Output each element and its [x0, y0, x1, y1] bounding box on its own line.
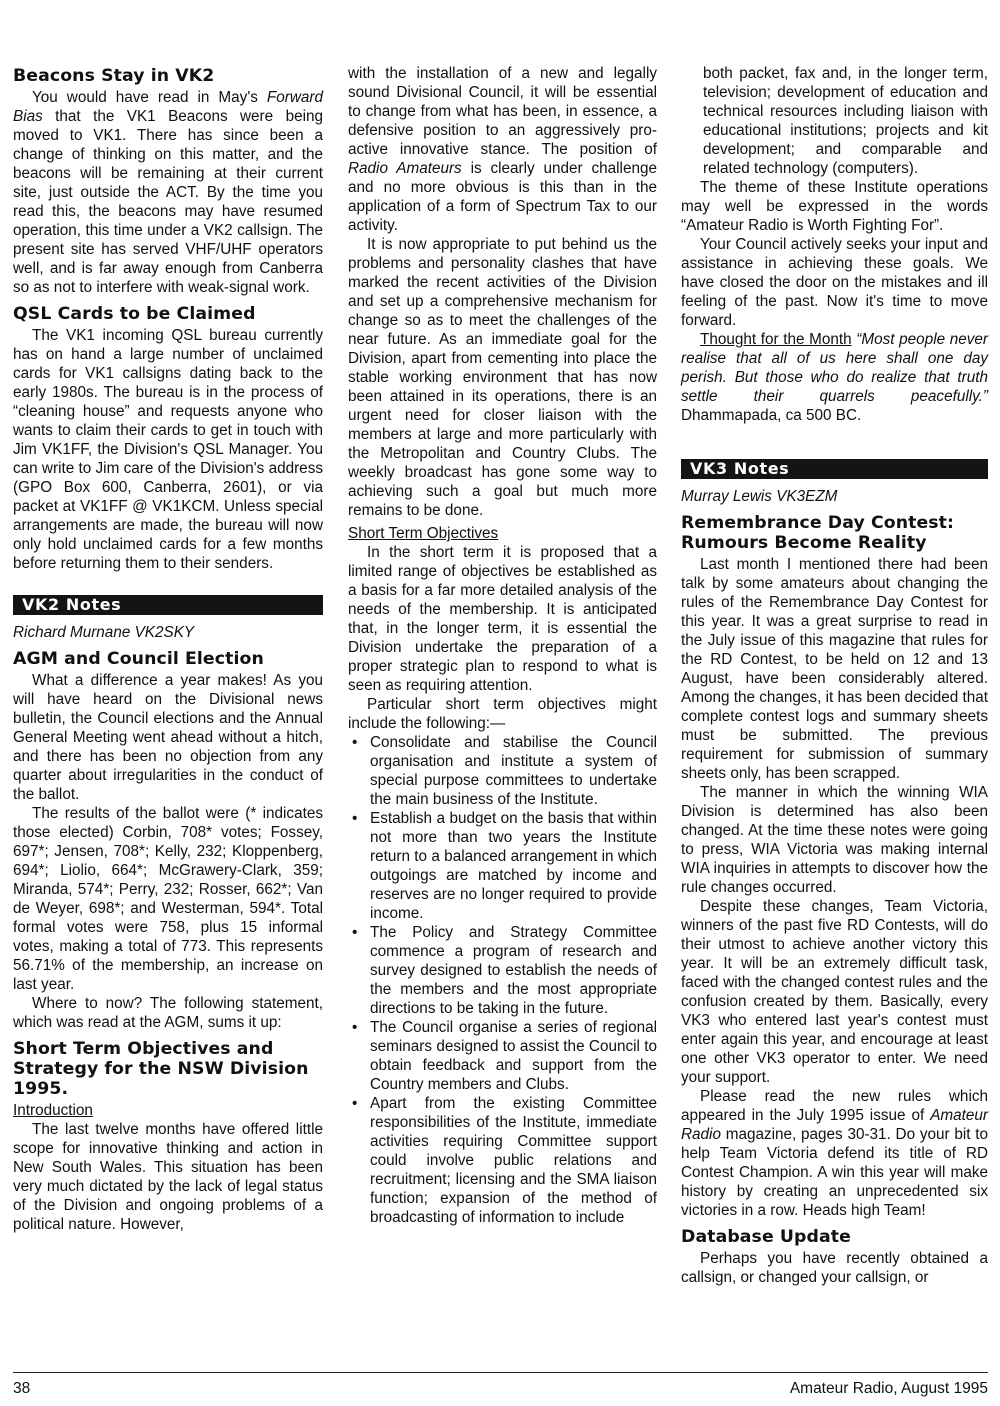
thought-label: Thought for the Month [700, 331, 852, 348]
beacons-paragraph [13, 88, 323, 297]
footer-rule [13, 1372, 988, 1373]
agm-paragraph-3: Where to now? The following statement, which was read at the AGM, sums it up: [13, 995, 323, 1031]
author-vk2: Richard Murnane VK2SKY [13, 624, 195, 641]
column-3 [681, 64, 988, 1287]
qsl-paragraph: The VK1 incoming QSL bureau currently has on hand a large number of unclaimed cards for VK1 callsigns dating back to the early 1980s. The bureau is in the process of “cleaning house” and requests anyone who wants to claim their cards to get in touch with Jim VK1FF, the Division's QSL Manager. You can write to Jim care of the Division's address (GPO Box 600, Canberra, 2601), or via packet at VK1FF @ VK1KCM. Unless special arrangements are made, the bureau will now only hold unclaimed cards for a few months before returning them to their senders. [13, 327, 323, 572]
list-item-text: Apart from the existing Committee responsibilities of the Institute, immediate activities requiring Committee support could involve public relations and recruitment; licensing and the SMA liaison function; expansion of the method of broadcasting of information to include [370, 1095, 657, 1226]
rd-paragraph-1: Last month I mentioned there had been talk by some amateurs about changing the rules of the Remembrance Day Contest for this year. It was a great surprise to read in the July issue of this magazine that rules for the RD Contest, to be held on 12 and 13 August, have been considerably altered. Among the changes, it has been decided that complete contest logs and summary sheets must be submitted. The previous requirement for submission of summary sheets only, has been scrapped. [681, 556, 989, 782]
heading-qsl: QSL Cards to be Claimed [13, 304, 256, 324]
rd-paragraph-2: The manner in which the winning WIA Division is determined has also been changed. At the time these notes were going to press, WIA Victoria was making internal WIA inquiries in attempts to discover how the rule changes occurred. [681, 784, 988, 896]
bullet-icon: • [352, 734, 358, 751]
section-bar-vk3: VK3 Notes [681, 459, 988, 479]
heading-short-term-objectives: Short Term Objectives and Strategy for the NSW Division 1995. [13, 1039, 309, 1099]
list-item [348, 923, 657, 1018]
text-run: is clearly under challenge and no more obvious is this than in the application of a form of Spectrum Tax to our activity. [348, 160, 657, 234]
list-item-text: The Policy and Strategy Committee commence a program of research and survey designed to establish the needs of the members and the most appropriate directions to be taking in the future. [370, 924, 657, 1017]
continued-paragraph [348, 64, 657, 235]
list-item [348, 1018, 657, 1094]
column-1 [13, 64, 323, 1234]
author-vk3: Murray Lewis VK3EZM [681, 488, 838, 505]
agm-paragraph-2: The results of the ballot were (* indicates those elected) Corbin, 708* votes; Fossey, 697*; Jensen, 708*; Kelly, 232; Kloppenberg, 694*; Liolio, 664*; McGrawery-Clark, 359; Miranda, 574*; Perry, 232; Rosser, 662*; Van de Weyer, 698*; and Westerman, 594*. Total formal votes were 758, plus 15 informal votes, making a total of 773. This represents 56.71% of the membership, an increase on last year. [13, 805, 323, 993]
text-run: that the VK1 Beacons were being moved to VK1. There has since been a change of thinking on this matter, and the beacons will be remaining at their current site, just outside the ACT. By the time you read this, the beacons may have resumed operation, this time under a VK2 callsign. The present site has served VHF/UHF operators well, and is far away enough from Canberra so as not to interfere with weak-signal work. [13, 108, 323, 296]
heading-agm: AGM and Council Election [13, 649, 264, 669]
text-run: with the installation of a new and legally sound Divisional Council, it will be essential to change from what has been, in essence, a defensive position to an aggressively pro-active innovative stance. The position of [348, 65, 657, 158]
council-paragraph: Your Council actively seeks your input and assistance in achieving these goals. We have closed the door on the mistakes and ill feeling of the past. Now it's time to move forward. [681, 236, 988, 329]
section-bar-vk2: VK2 Notes [13, 595, 323, 615]
theme-paragraph: The theme of these Institute operations may well be expressed in the words “Amateur Radio is Worth Fighting For”. [681, 179, 988, 234]
list-item [348, 809, 657, 923]
thought-source: Dhammapada, ca 500 BC. [681, 407, 862, 424]
bullet-icon: • [352, 1095, 358, 1112]
paragraph-3: In the short term it is proposed that a limited range of objectives be established as a basis for a far more detailed analysis of the needs of the membership. It is anticipated that, in the longer term, it is essential the Division undertake the preparation of a proper strategic plan to respond to what is seen as requiring attention. [348, 544, 657, 694]
list-item [348, 733, 657, 809]
text-run: Please read the new rules which appeared in the July 1995 issue of [681, 1088, 988, 1124]
heading-beacons: Beacons Stay in VK2 [13, 66, 215, 86]
continued-list-item: both packet, fax and, in the longer term, television; development of education and technical resources including liaison with educational institutions; projects and kit development; and comparable and related technology (computers). [703, 65, 988, 177]
database-paragraph: Perhaps you have recently obtained a callsign, or changed your callsign, or [681, 1250, 988, 1286]
list-item-text: Establish a budget on the basis that within not more than two years the Institute return to a balanced arrangement in which outgoings are matched by income and reserves are no longer required to provide income. [370, 810, 657, 922]
list-item-text: The Council organise a series of regional seminars designed to assist the Council to obtain feedback and support from the Country members and Clubs. [370, 1019, 657, 1093]
paragraph-2: It is now appropriate to put behind us the problems and personality clashes that have marked the recent activities of the Division and set up a comprehensive mechanism for change so as to meet the challenges of the near future. As an immediate goal for the Division, apart from cementing into place the stable working environment that has now been attained in its operations, there is an urgent need for closer liaison with the members at large and more particularly with the Metropolitan and Country Clubs. The weekly broadcast has gone some way to achieving such a goal but much more remains to be done. [348, 236, 657, 519]
objectives-list [348, 733, 657, 1227]
subheading-short-term-objectives: Short Term Objectives [348, 525, 499, 542]
rd-paragraph-3: Despite these changes, Team Victoria, winners of the past five RD Contests, will do their utmost to achieve another victory this year. It will be an extremely difficult task, faced with the changed contest rules and the confusion created by them. Basically, every VK3 who entered last year's contest must enter again this year, and encourage at least one other VK3 operator to enter. We need your support. [681, 898, 988, 1086]
thought-for-the-month [681, 330, 988, 425]
bullet-icon: • [352, 924, 358, 941]
paragraph-4: Particular short term objectives might include the following:— [348, 696, 657, 732]
publication-title: Radio Amateurs [348, 160, 462, 177]
page-number: 38 [13, 1380, 31, 1397]
heading-database-update: Database Update [681, 1227, 851, 1247]
intro-paragraph: The last twelve months have offered little scope for innovative thinking and action in New South Wales. This situation has been very much dictated by the lack of legal status of the Division and ongoing problems of a political nature. However, [13, 1121, 323, 1233]
bullet-icon: • [352, 1019, 358, 1036]
text-run: You would have read in May's [32, 89, 267, 106]
column-2 [348, 64, 657, 1227]
list-item-text: Consolidate and stabilise the Council organisation and institute a system of special purpose committees to undertake the main business of the Institute. [370, 734, 657, 808]
text-run: magazine, pages 30-31. Do your bit to help Team Victoria defend its title of RD Contest Champion. A win this year will make history by creating an unprecedented six victories in a row. Heads high Team! [681, 1126, 988, 1219]
thought-quote: “Most people never realise that all of us here shall one day perish. But those who do realize that truth settle their quarrels peacefully.” [681, 331, 988, 405]
subheading-introduction: Introduction [13, 1102, 93, 1119]
agm-paragraph-1: What a difference a year makes! As you will have heard on the Divisional news bulletin, the Council elections and the Annual General Meeting went ahead without a hitch, and there has been no objection from any quarter about irregularities in the conduct of the ballot. [13, 672, 323, 803]
publication-title: Forward Bias [13, 89, 323, 125]
list-item [348, 1094, 657, 1227]
heading-remembrance-day: Remembrance Day Contest: Rumours Become Reality [681, 513, 955, 553]
rd-paragraph-4 [681, 1087, 988, 1220]
bullet-icon: • [352, 810, 358, 827]
publication-footer: Amateur Radio, August 1995 [789, 1380, 988, 1397]
publication-title: Amateur Radio [681, 1107, 988, 1143]
